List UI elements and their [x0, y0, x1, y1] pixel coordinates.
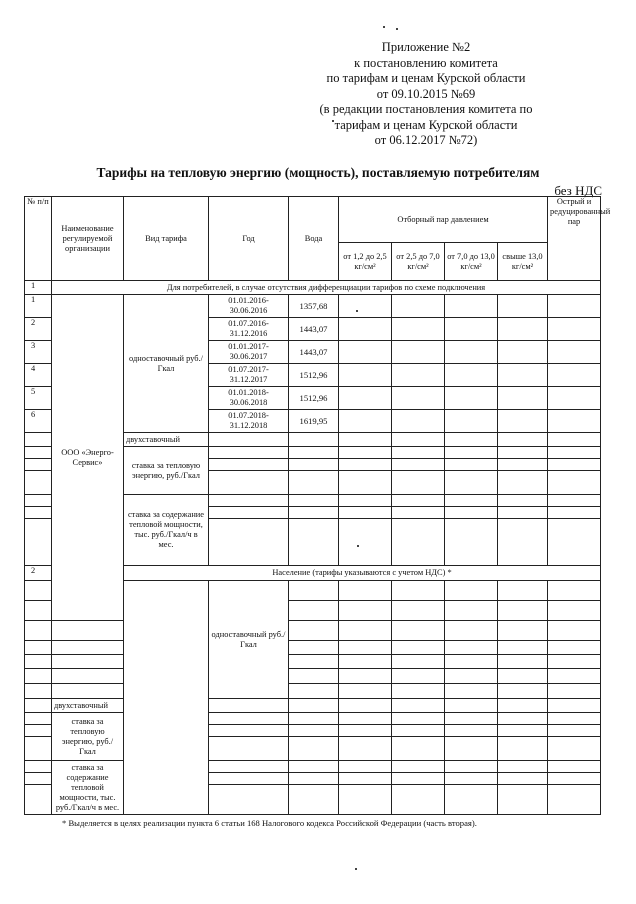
header-line: Приложение №2: [381, 40, 471, 54]
footnote: * Выделяется в целях реализации пункта 6 статьи 168 Налогового кодекса Российской Федерации (часть вторая).: [62, 818, 477, 828]
row-num: 4: [25, 364, 52, 387]
section-label: Население (тарифы указываются с учетом НДС) *: [124, 566, 601, 581]
document-title: Тарифы на тепловую энергию (мощность), поставляемую потребителям: [96, 165, 540, 180]
section-label: Для потребителей, в случае отсутствия дифференциации тарифов по схеме подключения: [52, 281, 601, 295]
water-tariff: 1443,07: [289, 318, 339, 341]
water-tariff: 1512,96: [289, 364, 339, 387]
header-line: тарифам и ценам Курской области: [334, 117, 518, 132]
water-tariff: 1512,96: [289, 387, 339, 410]
energy-rate-label: ставка за тепловую энергию, руб./Гкал: [124, 447, 209, 495]
period: 01.01.2018-30.06.2018: [209, 387, 289, 410]
period: 01.07.2016-31.12.2016: [209, 318, 289, 341]
tariff-type-single: одноставочный руб./Гкал: [209, 581, 289, 699]
period: 01.07.2017-31.12.2017: [209, 364, 289, 387]
col-header-num: № п/п: [25, 197, 52, 281]
col-header-steam: Отборный пар давлением: [339, 197, 548, 243]
tariff-type-double: двухставочный: [52, 699, 124, 713]
row-num: 5: [25, 387, 52, 410]
col-header-type: Вид тарифа: [124, 197, 209, 281]
period: 01.01.2016-30.06.2016: [209, 295, 289, 318]
col-header-pressure-3: от 7,0 до 13,0 кг/см²: [445, 243, 498, 281]
tariff-table: [24, 196, 611, 815]
col-header-year: Год: [209, 197, 289, 281]
header-line: к постановлению комитета: [354, 55, 498, 70]
scan-speck: [356, 310, 358, 312]
section-num: 2: [25, 566, 52, 581]
vat-note: без НДС: [554, 183, 602, 198]
scan-speck: [357, 545, 359, 547]
header-line: по тарифам и ценам Курской области: [326, 71, 526, 85]
period: 01.07.2018-31.12.2018: [209, 410, 289, 433]
header-line: от 06.12.2017 №72): [374, 133, 478, 147]
scan-speck: [332, 120, 334, 122]
organization-name: ООО «Энерго-Сервис»: [52, 295, 124, 621]
capacity-rate-label: ставка за содержание тепловой мощности, тыс. руб./Гкал/ч в мес.: [52, 761, 124, 815]
col-header-water: Вода: [289, 197, 339, 281]
col-header-pressure-4: свыше 13,0 кг/см²: [498, 243, 548, 281]
tariff-type-single: одноставочный руб./Гкал: [124, 295, 209, 433]
energy-rate-label: ставка за тепловую энергию, руб./Гкал: [52, 713, 124, 761]
col-header-pressure-2: от 2,5 до 7,0 кг/см²: [392, 243, 445, 281]
col-header-pressure-1: от 1,2 до 2,5 кг/см²: [339, 243, 392, 281]
water-tariff: 1619,95: [289, 410, 339, 433]
row-num: 1: [25, 295, 52, 318]
scan-speck: [355, 868, 357, 870]
section-num: 1: [25, 281, 52, 295]
row-num: 3: [25, 341, 52, 364]
col-header-org: Наименование регулируемой организации: [52, 197, 124, 281]
water-tariff: 1443,07: [289, 341, 339, 364]
tariff-type-double: двухставочный: [124, 433, 209, 447]
appendix-header: [296, 40, 556, 149]
row-num: 6: [25, 410, 52, 433]
row-num: 2: [25, 318, 52, 341]
water-tariff: 1357,68: [289, 295, 339, 318]
capacity-rate-label: ставка за содержание тепловой мощности, тыс. руб./Гкал/ч в мес.: [124, 495, 209, 566]
period: 01.01.2017-30.06.2017: [209, 341, 289, 364]
header-line: (в редакции постановления комитета по: [319, 102, 533, 116]
scan-speck: [383, 26, 385, 28]
scan-speck: [396, 28, 398, 30]
header-line: от 09.10.2015 №69: [376, 86, 476, 101]
col-header-sharp-steam: Острый и редуцированный пар: [548, 197, 601, 281]
